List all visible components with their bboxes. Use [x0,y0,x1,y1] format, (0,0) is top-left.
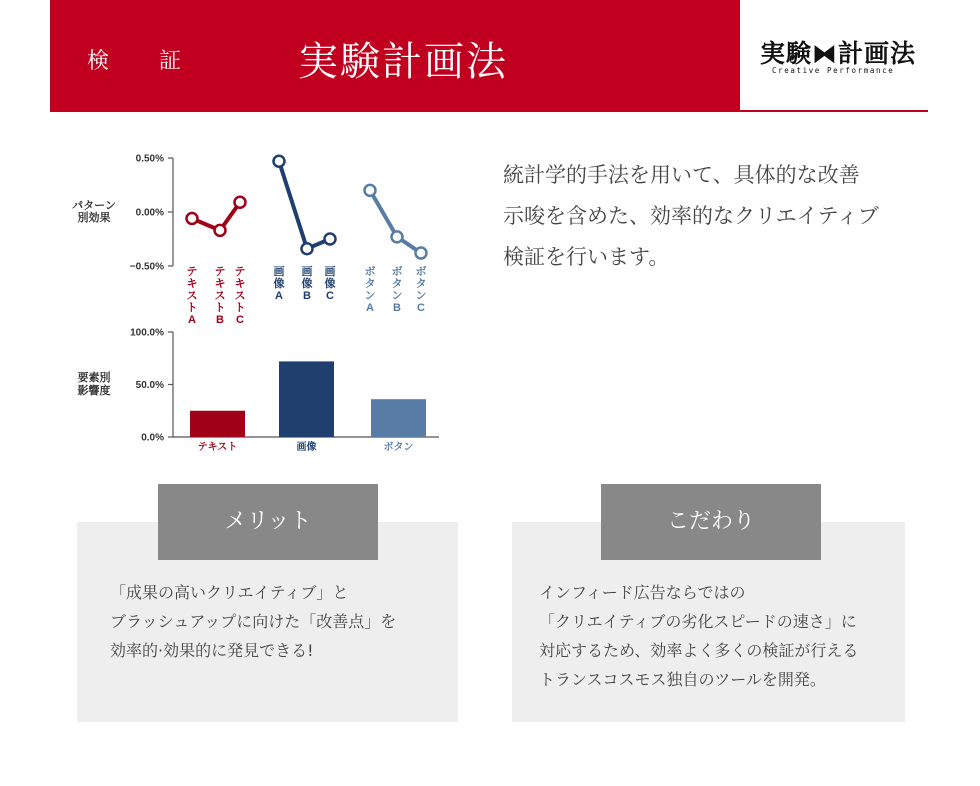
merit-line: 「成果の高いクリエイティブ」と [110,583,349,602]
logo-sub-text: Creative Performance [772,66,895,75]
x-tick-label-char: 像 [273,278,285,290]
merit-tab: メリット [158,484,378,560]
x-tick-label-char: ト [214,302,226,314]
x-tick-label-char: ボ [415,266,427,278]
x-tick-label-char: タ [391,278,403,290]
line-chart-y-label: 別効果 [77,212,111,224]
x-tick-label-char: A [275,290,283,302]
x-tick-label-char: B [393,302,401,314]
bar-chart-y-tick-label: 0.0% [141,432,164,444]
x-tick-label-char: ト [186,302,198,314]
description [503,155,943,278]
x-tick-label-char: A [366,302,374,314]
bar-1 [190,411,245,437]
x-tick-label-char: タ [415,278,427,290]
bar-category-label: 画像 [296,442,317,453]
logo-main-text: 実験⧓計画法 [760,39,917,68]
x-tick-label-char: ス [186,290,198,302]
x-tick-label-char: C [417,302,425,314]
x-tick-label-char: タ [364,278,376,290]
description-line: 統計学的手法を用いて、具体的な改善 [503,163,860,187]
bar-category-label: テキスト [197,442,238,453]
bar-chart-y-label: 影響度 [77,385,111,397]
description-line: 検証を行います。 [503,245,670,269]
x-tick-label-char: 画 [273,266,285,278]
x-tick-label-char: ン [415,290,427,302]
bar-chart-y-tick-label: 100.0% [130,327,164,339]
line-series-2 [279,161,330,248]
kodawari-tab: こだわり [601,484,821,560]
brand-logo [760,34,920,78]
merit-text [110,578,396,665]
x-tick-label-char: C [326,290,334,302]
line-point [187,213,198,224]
bar-3 [371,399,426,437]
kodawari-line: インフィード広告ならではの [539,583,746,602]
line-point [392,231,403,242]
x-tick-label-char: テ [214,266,226,278]
x-tick-label-char: テ [234,266,246,278]
x-tick-label-char: ス [234,290,246,302]
x-tick-label-char: A [188,314,196,326]
line-chart-y-tick-label: −0.50% [129,261,164,273]
kodawari-line: トランスコスモス独自のツールを開発。 [539,670,826,689]
x-tick-label-char: 画 [324,266,336,278]
page-title: 実験計画法 [298,39,508,85]
x-tick-label-char: B [303,290,311,302]
bar-category-label: ボタン [383,442,414,453]
line-point [302,243,313,254]
x-tick-label-char: 像 [324,278,336,290]
x-tick-label-char: 像 [301,278,313,290]
x-tick-label-char: ン [364,290,376,302]
x-tick-label-char: C [236,314,244,326]
line-point [416,248,427,259]
x-tick-label-char: テ [186,266,198,278]
line-chart-y-tick-label: 0.50% [135,153,164,165]
header-label: 検 証 [87,49,196,74]
x-tick-label-char: ボ [391,266,403,278]
merit-line: 効率的·効果的に発見できる! [110,641,314,660]
bar-2 [279,361,334,437]
header-rule [740,110,928,112]
x-tick-label-char: B [216,314,224,326]
x-tick-label-char: キ [214,278,226,290]
x-tick-label-char: ン [391,290,403,302]
line-point [215,225,226,236]
x-tick-label-char: 画 [301,266,313,278]
bar-chart-y-tick-label: 50.0% [135,380,164,391]
x-tick-label-char: ボ [364,266,376,278]
merit-line: ブラッシュアップに向けた「改善点」を [110,612,397,631]
line-point [235,197,246,208]
line-point [274,156,285,167]
description-line: 示唆を含めた、効率的なクリエイティブ [503,204,879,228]
bar-chart-y-label: 要素別 [77,372,111,384]
kodawari-line: 「クリエイティブの劣化スピードの速さ」に [539,612,857,631]
header-banner [50,0,740,112]
line-point [325,234,336,245]
chart-area [50,130,470,470]
line-point [365,185,376,196]
x-tick-label-char: キ [234,278,246,290]
line-series-3 [370,190,421,253]
x-tick-label-char: ス [214,290,226,302]
kodawari-text [539,578,858,694]
x-tick-label-char: ト [234,302,246,314]
kodawari-line: 対応するため、効率よく多くの検証が行える [539,641,859,660]
line-chart-y-label: パターン [72,200,116,212]
x-tick-label-char: キ [186,278,198,290]
line-chart-y-tick-label: 0.00% [135,207,164,219]
